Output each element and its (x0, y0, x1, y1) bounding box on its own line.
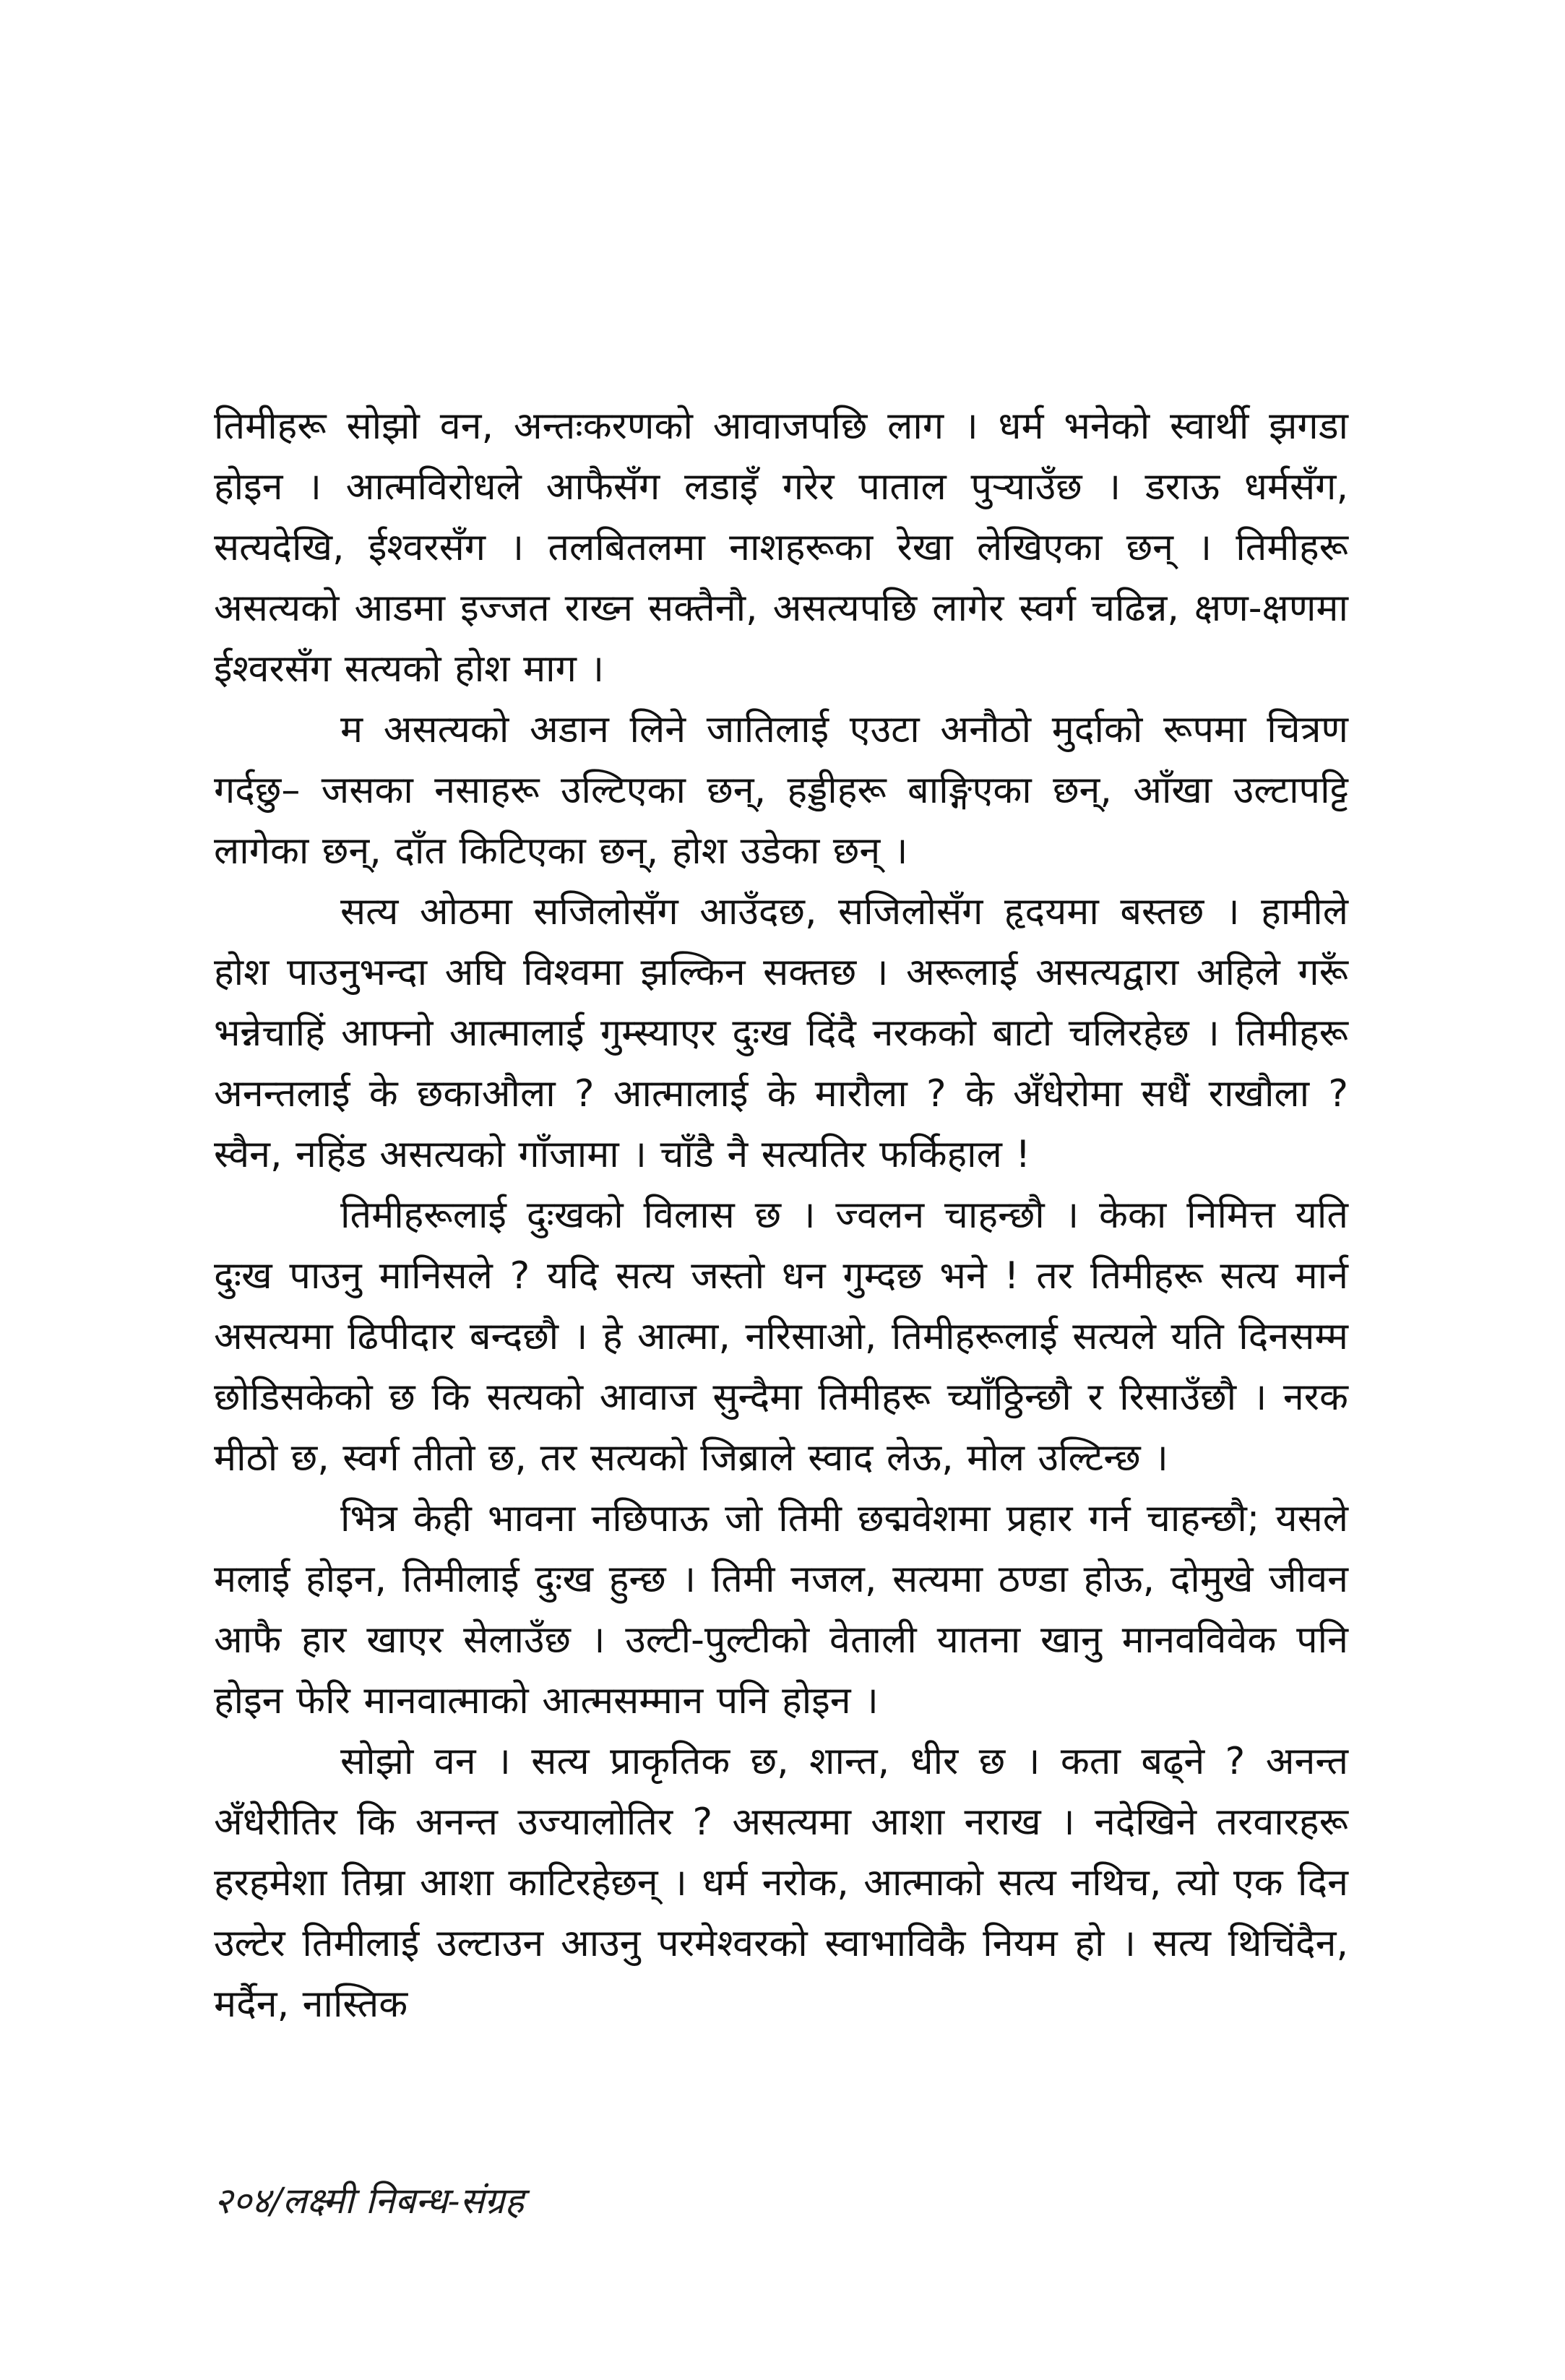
paragraph-1: तिमीहरू सोझो वन, अन्तःकरणको आवाजपछि लाग । धर्म भनेको स्वार्थी झगडा होइन । आत्मविरोधले आफैसँग लडाइँ गरेर पाताल पुऱ्याउँछ । डराऊ धर्मसँग, सत्यदेखि, ईश्वरसँग । तलबितलमा नाशहरूका रेखा लेखिएका छन् । तिमीहरू असत्यको आडमा इज्जत राख्न सक्तैनौ, असत्यपछि लागेर स्वर्ग चढिन्न, क्षण-क्षणमा ईश्वरसँग सत्यको होश माग । (214, 405, 1348, 691)
paragraph-2: म असत्यको अडान लिने जातिलाई एउटा अनौठो मुर्दाको रूपमा चित्रण गर्दछु– जसका नसाहरू उल्टिएका छन्, हड्डीहरू बाङ्गिएका छन्, आँखा उल्टापट्टि लागेका छन्, दाँत किटिएका छन्, होश उडेका छन् । (214, 708, 1348, 873)
paragraph-6: सोझो वन । सत्य प्राकृतिक छ, शान्त, धीर छ । कता बढ्ने ? अनन्त अँधेरीतिर कि अनन्त उज्यालोतिर ? असत्यमा आशा नराख । नदेखिने तरवारहरू हरहमेशा तिम्रा आशा काटिरहेछन् । धर्म नरोक, आत्माको सत्य नथिच, त्यो एक दिन उल्टेर तिमीलाई उल्टाउन आउनु परमेश्वरको स्वाभाविकै नियम हो । सत्य थिचिंदैन, मर्दैन, नास्तिक (214, 1740, 1348, 2026)
paragraph-5: भित्र केही भावना नछिपाऊ जो तिमी छद्मवेशमा प्रहार गर्न चाहन्छौ; यसले मलाई होइन, तिमीलाई दुःख हुन्छ । तिमी नजल, सत्यमा ठण्डा होऊ, दोमुखे जीवन आफै हार खाएर सेलाउँछ । उल्टी-पुल्टीको वेताली यातना खानु मानवविवेक पनि होइन फेरि मानवात्माको आत्मसम्मान पनि होइन । (214, 1497, 1348, 1723)
paragraph-4: तिमीहरूलाई दुःखको विलास छ । ज्वलन चाहन्छौ । केका निमित्त यति दुःख पाउनु मानिसले ? यदि सत्य जस्तो धन गुम्दछ भने ! तर तिमीहरू सत्य मार्न असत्यमा ढिपीदार बन्दछौ । हे आत्मा, नरिसाओ, तिमीहरूलाई सत्यले यति दिनसम्म छोडिसकेको छ कि सत्यको आवाज सुन्दैमा तिमीहरू च्याँठ्ठिन्छौ र रिसाउँछौ । नरक मीठो छ, स्वर्ग तीतो छ, तर सत्यको जिब्राले स्वाद लेऊ, मोल उल्टिन्छ । (214, 1194, 1348, 1480)
essay-body (214, 396, 1348, 2035)
page-footer: २०४/लक्ष्मी निबन्ध-संग्रह (214, 2180, 525, 2222)
paragraph-3: सत्य ओठमा सजिलोसँग आउँदछ, सजिलोसँग हृदयमा बस्तछ । हामीले होश पाउनुभन्दा अघि विश्वमा झल्किन सक्तछ । अरूलाई असत्यद्वारा अहिले गरूँ भन्नेचाहिं आफ्नो आत्मालाई गुम्स्याएर दुःख दिंदै नरकको बाटो चलिरहेछ । तिमीहरू अनन्तलाई के छकाऔला ? आत्मालाई के मारौला ? के अँधेरोमा सधैं राखौला ? स्वैन, नहिंड असत्यको गाँजामा । चाँडै नै सत्यतिर फर्किहाल ! (214, 890, 1348, 1176)
